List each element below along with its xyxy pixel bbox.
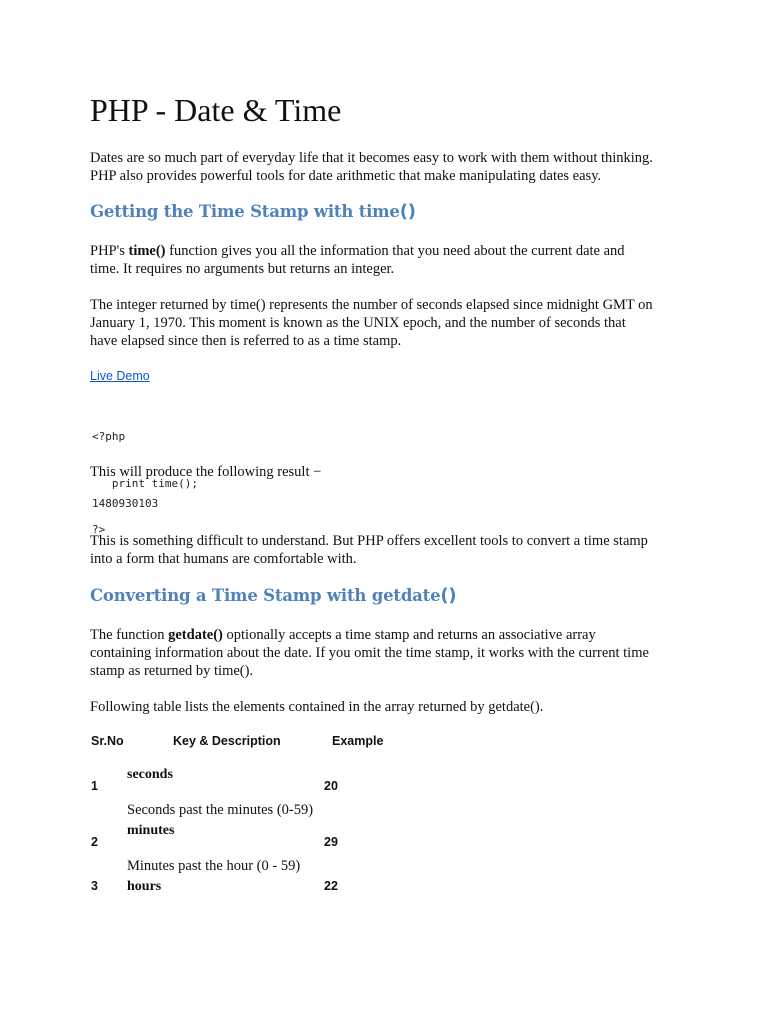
getdate-para-pre: The function <box>90 627 169 643</box>
table-header-example: Example <box>332 734 384 748</box>
table-row-1-key: seconds <box>127 767 173 782</box>
page-title: PHP - Date & Time <box>90 92 342 128</box>
table-row-1-num: 1 <box>91 779 98 793</box>
convert-intro-line-1: This is something difficult to understand. But PHP offers excellent tools to convert a time stamp <box>90 533 648 549</box>
code-line-2: print time(); <box>92 476 198 490</box>
intro-line-1: Dates are so much part of everyday life that it becomes easy to work with them without thinking. <box>90 150 653 166</box>
epoch-line-1: The integer returned by time() represents the number of seconds elapsed since midnight GMT on <box>90 297 653 313</box>
intro-line-2: PHP also provides powerful tools for date arithmetic that make manipulating dates easy. <box>90 168 602 184</box>
section-heading-time-text: Getting the Time Stamp with time <box>90 202 400 221</box>
table-intro: Following table lists the elements contained in the array returned by getdate(). <box>90 699 544 715</box>
table-row-2-desc: Minutes past the hour (0 - 59) <box>127 858 301 874</box>
time-para-post: function gives you all the information that you need about the current date and <box>165 243 625 259</box>
getdate-line-2: containing information about the date. If you omit the time stamp, it works with the current time <box>90 645 649 661</box>
convert-intro-line-2: into a form that humans are comfortable with. <box>90 551 357 567</box>
getdate-line-3: stamp as returned by time(). <box>90 663 254 679</box>
epoch-line-3: have elapsed since then is referred to as a time stamp. <box>90 333 402 349</box>
getdate-paragraph <box>90 626 690 680</box>
convert-intro-paragraph <box>90 532 690 568</box>
result-intro: This will produce the following result − <box>90 464 322 480</box>
intro-paragraph <box>90 149 690 185</box>
getdate-line-1 <box>90 626 690 644</box>
time-function-line-1 <box>90 242 690 260</box>
table-row-1-desc: Seconds past the minutes (0-59) <box>127 802 314 818</box>
time-function-paragraph <box>90 242 690 278</box>
time-function-line-2: time. It requires no arguments but returns an integer. <box>90 261 395 277</box>
table-row-3-example: 22 <box>324 879 338 893</box>
table-row-2-num: 2 <box>91 835 98 849</box>
section-heading-getdate-parens: () <box>440 585 457 606</box>
epoch-line-2: January 1, 1970. This moment is known as the UNIX epoch, and the number of seconds that <box>90 315 626 331</box>
getdate-para-post: optionally accepts a time stamp and returns an associative array <box>222 627 596 643</box>
time-function-name: time() <box>128 243 166 259</box>
table-header-srno: Sr.No <box>91 734 124 748</box>
section-heading-time-parens: () <box>399 201 416 222</box>
epoch-paragraph <box>90 296 690 350</box>
getdate-function-name: getdate() <box>168 627 223 643</box>
table-row-1-example: 20 <box>324 779 338 793</box>
section-heading-getdate <box>90 585 456 606</box>
section-heading-getdate-text: Converting a Time Stamp with getdate <box>90 586 441 605</box>
table-row-2-example: 29 <box>324 835 338 849</box>
live-demo-link[interactable]: Live Demo <box>90 369 150 383</box>
table-row-3-key: hours <box>127 879 162 894</box>
code-line-1: <?php <box>92 430 126 443</box>
table-row-2-key: minutes <box>127 823 175 838</box>
code-line-3: ?> <box>92 523 106 536</box>
result-value: 1480930103 <box>92 497 159 510</box>
time-para-pre: PHP's <box>90 243 129 259</box>
table-row-3-num: 3 <box>91 879 98 893</box>
section-heading-time <box>90 201 416 222</box>
table-header-key: Key & Description <box>173 734 281 748</box>
